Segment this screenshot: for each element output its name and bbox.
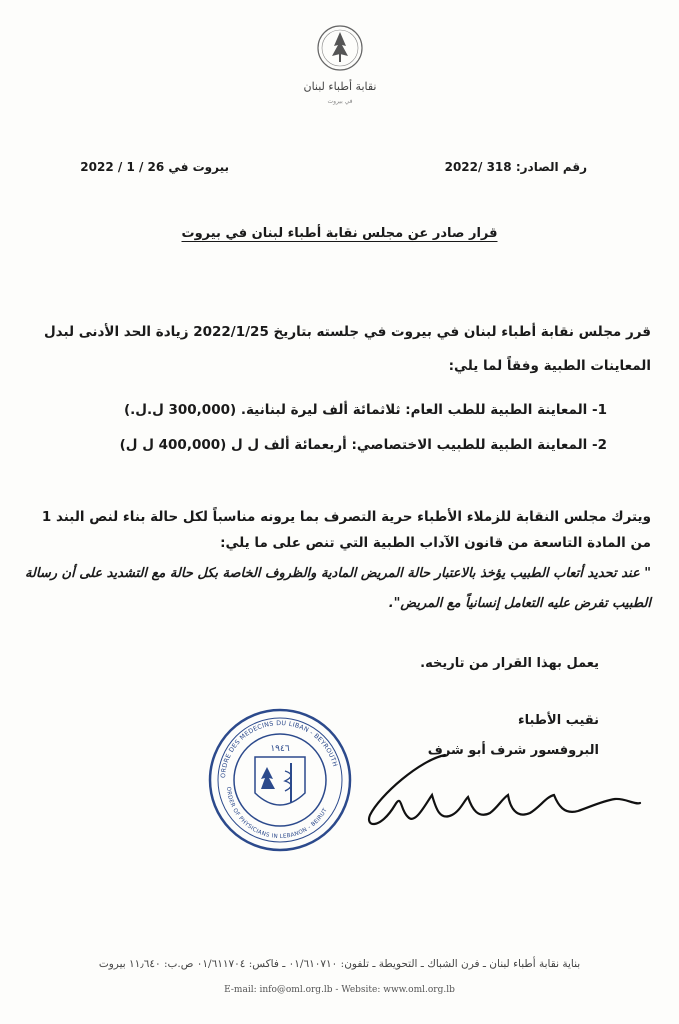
reference-label: رقم الصادر: <box>515 160 587 174</box>
seal-text-top: ORDRE DES MEDECINS DU LIBAN - BEYROUTH <box>219 719 339 779</box>
ethics-quote: " عند تحديد أتعاب الطبيب يؤخذ بالاعتبار حالة المريض المادية والظروف الخاصة بكل حالة مع التشديد على أن رسالة الطبيب تفرض عليه التعامل إنسانياً مع المريض". <box>24 566 651 611</box>
signatory-name: البروفسور شرف أبو شرف <box>427 743 599 758</box>
document-title <box>0 226 679 241</box>
org-name: نقابة أطباء لبنان <box>303 80 377 93</box>
footer-address: بناية نقابة أطباء لبنان ـ فرن الشباك ـ التحويطة ـ تلفون: ٠١/٦١٠٧١٠ ـ فاكس: ٠١/٦١١٧٠٤ ص.ب: ١١٫٦٤٠ بيروت <box>98 958 581 970</box>
document-title-text: قرار صادر عن مجلس نقابة أطباء لبنان في بيروت <box>181 226 498 241</box>
footer-contact: E-mail: info@oml.org.lb - Website: www.oml.org.lb <box>224 985 455 995</box>
item-text: المعاينة الطبية للطب العام: ثلاثمائة ألف ليرة لبنانية. (300,000 ل.ل.) <box>123 402 588 418</box>
org-logo <box>300 22 380 112</box>
item-number: 2- <box>591 437 607 453</box>
discretion-paragraph: ويترك مجلس النقابة للزملاء الأطباء حرية التصرف بما يرونه مناسباً لكل حالة بناء لنص البند 1 من المادة التاسعة من قانون الآداب الطبية التي تنص على ما يلي: <box>41 509 651 551</box>
reference-number <box>445 160 587 174</box>
list-item <box>37 402 607 418</box>
effective-date-note: يعمل بهذا القرار من تاريخه. <box>420 656 599 671</box>
seal-year: ١٩٤٦ <box>270 744 290 754</box>
org-sub: في بيروت <box>327 98 353 105</box>
cedar-emblem-icon <box>300 22 380 78</box>
intro-paragraph: قرر مجلس نقابة أطباء لبنان في بيروت في جلسته بتاريخ 2022/1/25 زيادة الحد الأدنى لبدل المعاينات الطبية وفقاً لما يلي: <box>43 324 651 374</box>
handwritten-signature <box>340 735 650 845</box>
seal-stamp-icon <box>205 705 355 855</box>
signatory-title: نقيب الأطباء <box>517 713 599 728</box>
list-item <box>37 437 607 453</box>
document-date: بيروت في 26 / 1 / 2022 <box>80 160 229 174</box>
reference-value: 318 /2022 <box>444 160 512 174</box>
seal-text-bottom: ORDER OF PHYSICIANS IN LEBANON - BEIRUT <box>224 786 329 841</box>
official-seal <box>205 705 355 855</box>
item-text: المعاينة الطبية للطبيب الاختصاصي: أربعمائة ألف ل ل (400,000 ل ل) <box>119 437 588 453</box>
item-number: 1- <box>591 402 607 418</box>
